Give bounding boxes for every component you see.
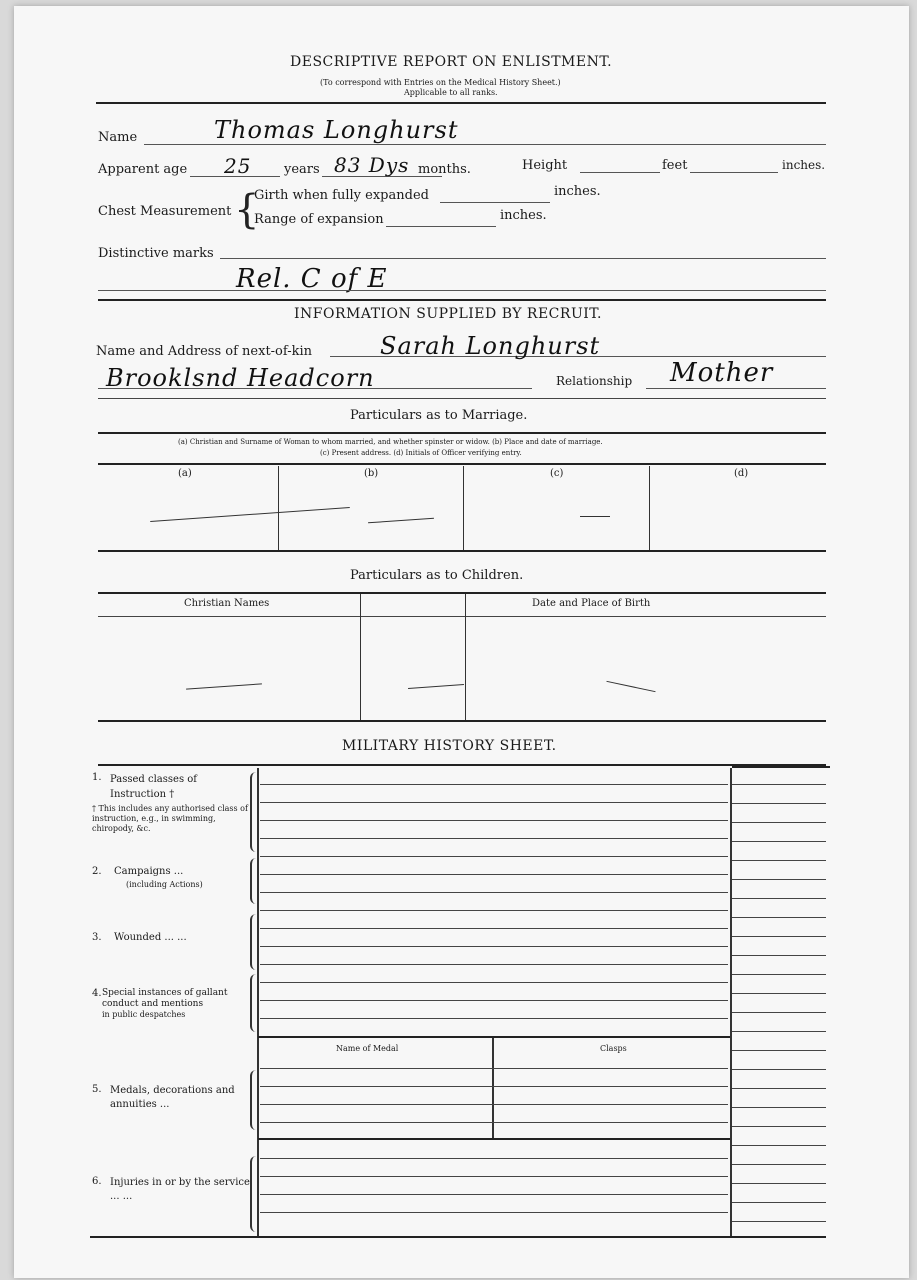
recruit-info-rule	[98, 299, 826, 301]
history-line	[260, 982, 728, 983]
age-years-value: 25	[224, 154, 252, 178]
history-line	[260, 784, 728, 785]
military-top-rule	[98, 764, 826, 766]
history-line	[260, 964, 728, 965]
military-right-top-rule	[732, 766, 830, 768]
marriage-instructions-1: (a) Christian and Surname of Woman to whom married, and whether spinster or widow. (b) Place and date of marriage.	[178, 438, 603, 446]
height-feet-line	[580, 172, 660, 173]
children-bottom-rule	[98, 720, 826, 722]
right-column-line	[732, 879, 826, 880]
children-rule-2	[98, 616, 826, 617]
history-line	[260, 820, 728, 821]
chest-brace: {	[234, 187, 260, 233]
section-6-number: 6.	[92, 1176, 102, 1187]
enlistment-form-sheet	[14, 6, 909, 1278]
age-months-value: 83 Dys	[334, 153, 410, 177]
section-3-label: Wounded ... ...	[114, 932, 187, 943]
recruit-info-heading: INFORMATION SUPPLIED BY RECRUIT.	[294, 306, 602, 322]
chest-label: Chest Measurement	[98, 204, 232, 219]
kin-name-value: Sarah Longhurst	[380, 332, 601, 360]
history-line	[260, 856, 728, 857]
section-5-brace	[250, 1070, 258, 1130]
marks-line-1	[220, 258, 826, 259]
right-column-line	[732, 917, 826, 918]
marriage-divider-2	[463, 466, 464, 550]
girth-line	[440, 202, 550, 203]
section-1-note: † This includes any authorised class of instruction, e.g., in swimming, chiropody, &c.	[92, 804, 248, 833]
header-rule	[96, 102, 826, 104]
marriage-heading: Particulars as to Marriage.	[350, 408, 528, 423]
marks-label: Distinctive marks	[98, 246, 214, 261]
injury-line	[260, 1194, 728, 1195]
section-1-brace	[250, 772, 258, 852]
range-line	[386, 226, 496, 227]
children-col-birth: Date and Place of Birth	[532, 598, 651, 609]
marks-line-2	[98, 290, 826, 291]
marriage-bottom-rule	[98, 550, 826, 552]
marriage-dash-b	[368, 518, 434, 524]
girth-unit: inches.	[554, 184, 601, 199]
years-label: years	[284, 162, 320, 177]
marriage-col-a: (a)	[178, 468, 192, 479]
right-column-line	[732, 1221, 826, 1222]
medal-col-name: Name of Medal	[336, 1044, 399, 1053]
right-column-line	[732, 1145, 826, 1146]
right-column-line	[732, 822, 826, 823]
form-applicable-note: Applicable to all ranks.	[404, 88, 498, 97]
form-title: DESCRIPTIVE REPORT ON ENLISTMENT.	[290, 54, 613, 70]
injury-line	[260, 1176, 728, 1177]
section-2-label: Campaigns ...	[114, 866, 184, 877]
right-column-line	[732, 898, 826, 899]
marriage-dash-a	[150, 507, 350, 522]
right-column-line	[732, 1088, 826, 1089]
right-column-line	[732, 841, 826, 842]
section-4-note: in public despatches	[102, 1010, 186, 1019]
section-4-brace	[250, 974, 258, 1032]
medal-table-bottom	[258, 1138, 730, 1140]
children-col-names: Christian Names	[184, 598, 270, 609]
section-2-brace	[250, 858, 258, 904]
section-1-number: 1.	[92, 772, 102, 783]
section-4-number: 4.	[92, 988, 102, 999]
age-label: Apparent age	[98, 162, 188, 177]
kin-address-value: Brooklsnd Headcorn	[106, 364, 375, 392]
relationship-line	[646, 388, 826, 389]
military-bottom-rule	[90, 1236, 826, 1238]
children-dash-3	[606, 681, 655, 692]
medal-col-clasps: Clasps	[600, 1044, 627, 1053]
relationship-label: Relationship	[556, 374, 633, 388]
medal-table-top	[258, 1036, 730, 1038]
medal-line	[260, 1104, 728, 1105]
name-line	[144, 144, 826, 145]
right-column-line	[732, 1183, 826, 1184]
height-inches-line	[690, 172, 778, 173]
history-line	[260, 892, 728, 893]
history-line	[260, 1000, 728, 1001]
section-6-label: Injuries in or by the service ... ...	[110, 1177, 250, 1202]
section-6-brace	[250, 1156, 258, 1232]
marriage-col-b: (b)	[364, 468, 379, 479]
name-value: Thomas Longhurst	[214, 116, 459, 144]
injury-line	[260, 1212, 728, 1213]
right-column-line	[732, 784, 826, 785]
right-column-line	[732, 936, 826, 937]
name-label: Name	[98, 130, 138, 145]
marriage-instructions-2: (c) Present address. (d) Initials of Officer verifying entry.	[320, 449, 522, 457]
feet-label: feet	[662, 158, 688, 173]
section-2-number: 2.	[92, 866, 102, 877]
right-column-line	[732, 803, 826, 804]
history-line	[260, 910, 728, 911]
section-1-label: Passed classes of Instruction †	[110, 774, 197, 800]
height-label: Height	[522, 158, 568, 173]
section-5-number: 5.	[92, 1084, 102, 1095]
right-column-line	[732, 1164, 826, 1165]
girth-label: Girth when fully expanded	[254, 188, 429, 203]
right-column-line	[732, 1050, 826, 1051]
children-dash-2	[408, 684, 464, 689]
marriage-divider-1	[278, 466, 279, 550]
marriage-divider-3	[649, 466, 650, 550]
history-line	[260, 874, 728, 875]
marriage-top-rule	[98, 398, 826, 399]
children-rule-1	[98, 592, 826, 594]
range-unit: inches.	[500, 208, 547, 223]
history-line	[260, 1018, 728, 1019]
history-line	[260, 928, 728, 929]
right-column-line	[732, 1107, 826, 1108]
form-subtitle: (To correspond with Entries on the Medical History Sheet.)	[320, 78, 561, 87]
section-3-number: 3.	[92, 932, 102, 943]
section-5-label: Medals, decorations and annuities ...	[110, 1085, 235, 1110]
medal-line	[260, 1068, 728, 1069]
right-column-line	[732, 1031, 826, 1032]
marks-value: Rel. C of E	[236, 264, 388, 294]
children-heading: Particulars as to Children.	[350, 568, 524, 583]
military-right-divider	[730, 768, 732, 1238]
marriage-rule-1	[98, 432, 826, 434]
right-column-line	[732, 1069, 826, 1070]
range-label: Range of expansion	[254, 212, 384, 227]
medal-table-divider	[492, 1038, 494, 1138]
section-4-label: Special instances of gallant conduct and mentions	[102, 988, 228, 1009]
right-column-line	[732, 860, 826, 861]
inches-label: inches.	[782, 158, 826, 172]
marriage-dash-c	[580, 516, 610, 517]
history-line	[260, 802, 728, 803]
marriage-col-d: (d)	[734, 468, 749, 479]
right-column-line	[732, 993, 826, 994]
section-2-note: (including Actions)	[126, 880, 203, 889]
injury-line	[260, 1158, 728, 1159]
right-column-line	[732, 955, 826, 956]
history-line	[260, 838, 728, 839]
right-column-line	[732, 1012, 826, 1013]
kin-label: Name and Address of next-of-kin	[96, 344, 313, 359]
relationship-value: Mother	[670, 358, 774, 388]
children-divider-1	[360, 594, 361, 720]
right-column-line	[732, 1202, 826, 1203]
children-dash-1	[186, 683, 262, 689]
children-divider-2	[465, 594, 466, 720]
military-heading: MILITARY HISTORY SHEET.	[342, 738, 557, 754]
marriage-rule-2	[98, 463, 826, 465]
right-column-line	[732, 974, 826, 975]
history-line	[260, 946, 728, 947]
marriage-col-c: (c)	[550, 468, 564, 479]
right-column-line	[732, 1126, 826, 1127]
months-label: months.	[418, 162, 471, 177]
section-3-brace	[250, 914, 258, 970]
medal-line	[260, 1122, 728, 1123]
medal-line	[260, 1086, 728, 1087]
